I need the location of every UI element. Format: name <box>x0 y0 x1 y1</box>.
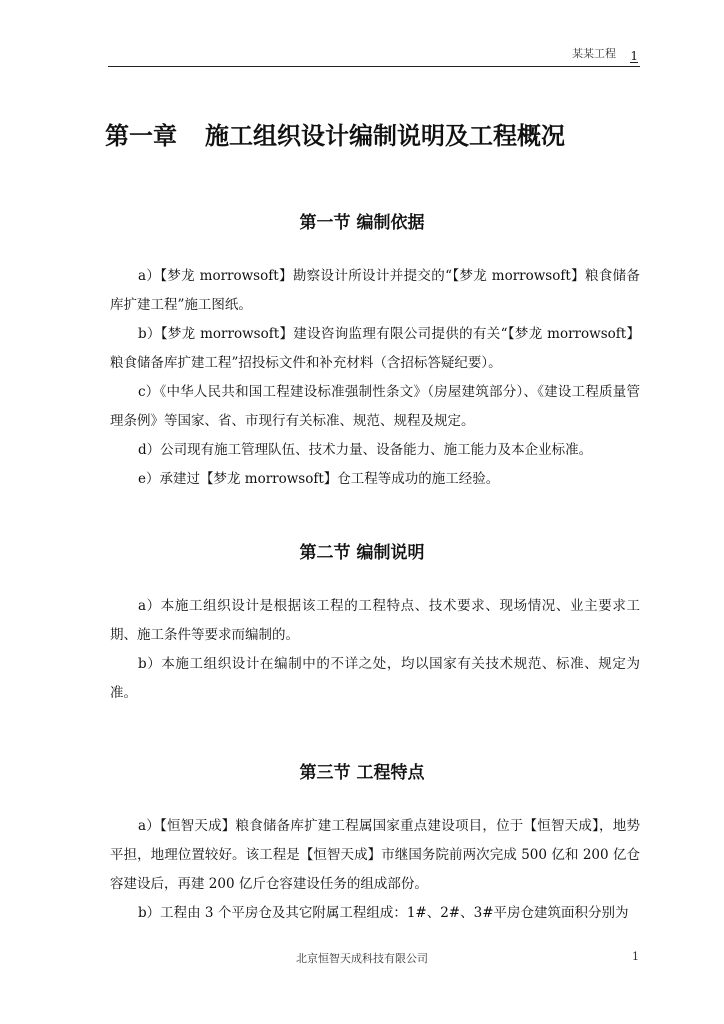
paragraph: d）公司现有施工管理队伍、技术力量、设备能力、施工能力及本企业标准。 <box>138 442 593 458</box>
chapter-number: 第一章 <box>105 122 177 150</box>
section-body-description <box>110 592 640 708</box>
footer-company: 北京恒智天成科技有限公司 <box>296 952 428 965</box>
chapter-name: 施工组织设计编制说明及工程概况 <box>205 122 565 150</box>
section-heading-description: 第二节 编制说明 <box>299 543 425 563</box>
footer-page-number: 1 <box>632 950 639 963</box>
paragraph: b）工程由 3 个平房仓及其它附属工程组成：1#、2#、3#平房仓建筑面积分别为 <box>138 905 629 921</box>
chapter-title <box>105 116 565 151</box>
paragraph: b）本施工组织设计在编制中的不详之处，均以国家有关技术规范、标准、规定为准。 <box>110 656 640 701</box>
header-page-number: 1 <box>630 49 638 63</box>
paragraph: a）【恒智天成】粮食储备库扩建工程属国家重点建设项目，位于【恒智天成】，地势平担，地理位置较好。该工程是【恒智天成】市继国务院前两次完成 500 亿和 200 亿仓容建设后，再建 200 亿斤仓容建设任务的组成部份。 <box>110 818 640 892</box>
page-header <box>108 40 640 67</box>
paragraph: a）本施工组织设计是根据该工程的工程特点、技术要求、现场情况、业主要求工期、施工条件等要求而编制的。 <box>110 598 640 643</box>
paragraph: a）【梦龙 morrowsoft】勘察设计所设计并提交的“【梦龙 morrowsoft】粮食储备库扩建工程”施工图纸。 <box>110 268 640 313</box>
paragraph: b）【梦龙 morrowsoft】建设咨询监理有限公司提供的有关“【梦龙 morrowsoft】粮食储备库扩建工程”招投标文件和补充材料（含招标答疑纪要）。 <box>110 326 640 371</box>
section-heading-basis: 第一节 编制依据 <box>299 213 425 233</box>
paragraph: c）《中华人民共和国工程建设标准强制性条文》（房屋建筑部分）、《建设工程质量管理条例》等国家、省、市现行有关标准、规范、规程及规定。 <box>110 384 640 429</box>
paragraph: e）承建过【梦龙 morrowsoft】仓工程等成功的施工经验。 <box>138 471 500 487</box>
section-body-features <box>110 812 640 928</box>
section-heading-features: 第三节 工程特点 <box>299 763 425 783</box>
section-body-basis <box>110 262 640 494</box>
header-project-name: 某某工程 <box>572 47 616 60</box>
